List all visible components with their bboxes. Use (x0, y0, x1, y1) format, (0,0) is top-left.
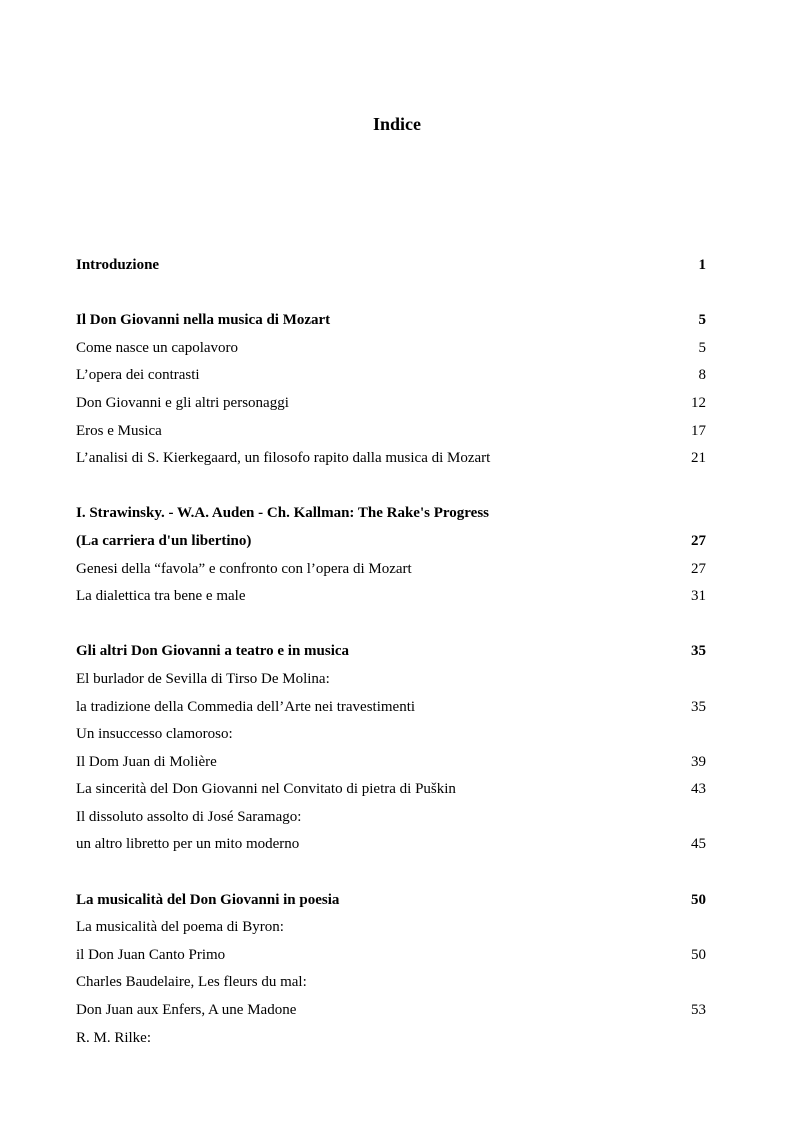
toc-entry (76, 1028, 706, 1056)
toc-entry (76, 807, 706, 835)
toc-entry-title: La musicalità del Don Giovanni in poesia (76, 891, 340, 908)
toc-page-number: 17 (691, 422, 706, 439)
toc-section-heading (76, 503, 706, 531)
toc-section-heading (76, 255, 706, 283)
toc-page-number: 50 (691, 946, 706, 963)
toc-entry-title: El burlador de Sevilla di Tirso De Molina: (76, 670, 330, 687)
toc-entry-title: Don Giovanni e gli altri personaggi (76, 394, 289, 411)
toc-section-heading (76, 641, 706, 669)
toc-entry-title: Il Don Giovanni nella musica di Mozart (76, 312, 331, 329)
toc-section-heading (76, 310, 706, 338)
toc-entry-title: Charles Baudelaire, Les fleurs du mal: (76, 974, 307, 991)
toc-entry-title: Don Juan aux Enfers, A une Madone (76, 1002, 297, 1019)
page-title: Indice (372, 114, 421, 134)
toc-entry (76, 972, 706, 1000)
toc-page-number: 31 (691, 588, 706, 605)
toc-entry (76, 338, 706, 366)
toc-entry (76, 586, 706, 614)
toc-entry (76, 421, 706, 449)
toc-entry-title: Introduzione (76, 257, 160, 273)
toc-entry-title: Genesi della “favola” e confronto con l’opera di Mozart (76, 560, 412, 577)
toc-entry (76, 365, 706, 393)
toc-entry-title: L’opera dei contrasti (76, 367, 200, 384)
toc-page-number: 50 (691, 891, 706, 908)
toc-entry-title: Il dissoluto assolto di José Saramago: (76, 808, 302, 825)
toc-section-heading (76, 890, 706, 918)
toc-entry-title: Come nasce un capolavoro (76, 339, 239, 356)
toc-page-number: 27 (691, 532, 706, 549)
toc-entry (76, 448, 706, 476)
toc-entry (76, 917, 706, 945)
toc-entry (76, 752, 706, 780)
toc-entry-title: I. Strawinsky. - W.A. Auden - Ch. Kallman: The Rake's Progress (76, 505, 489, 522)
toc-entry (76, 669, 706, 697)
toc-entry (76, 724, 706, 752)
toc-section-heading (76, 531, 706, 559)
toc-page-number: 43 (691, 781, 706, 798)
toc-page-number: 27 (691, 560, 706, 577)
toc-entry-title: (La carriera d'un libertino) (76, 532, 252, 549)
toc-entry-title: La dialettica tra bene e male (76, 588, 246, 605)
toc-page-number: 35 (691, 698, 706, 715)
toc-entry (76, 697, 706, 725)
table-of-contents (76, 255, 706, 1055)
toc-entry-title: Il Dom Juan di Molière (76, 753, 217, 770)
toc-page-number: 39 (691, 753, 706, 770)
toc-entry-title: R. M. Rilke: (76, 1029, 152, 1046)
toc-page-number: 12 (691, 394, 706, 411)
toc-entry-title: Un insuccesso clamoroso: (76, 726, 233, 743)
toc-entry-title: La musicalità del poema di Byron: (76, 919, 284, 936)
toc-entry-title: Eros e Musica (76, 422, 162, 439)
toc-entry (76, 559, 706, 587)
toc-entry-title: L’analisi di S. Kierkegaard, un filosofo rapito dalla musica di Mozart (76, 450, 491, 467)
toc-page-number: 5 (698, 339, 706, 356)
toc-page-number: 21 (691, 450, 706, 467)
toc-entry-title: la tradizione della Commedia dell’Arte nei travestimenti (76, 698, 416, 715)
toc-entry-title: La sincerità del Don Giovanni nel Convitato di pietra di Puškin (76, 781, 456, 798)
toc-page-number: 8 (698, 367, 706, 384)
toc-page-number: 1 (698, 257, 706, 273)
toc-entry (76, 779, 706, 807)
toc-page-number: 53 (691, 1002, 706, 1019)
toc-entry-title: Gli altri Don Giovanni a teatro e in musica (76, 643, 350, 660)
toc-entry (76, 393, 706, 421)
toc-entry-title: il Don Juan Canto Primo (76, 946, 226, 963)
toc-entry (76, 1000, 706, 1028)
toc-page-number: 5 (698, 312, 706, 329)
toc-page-number: 35 (691, 643, 706, 660)
toc-entry-title: un altro libretto per un mito moderno (76, 836, 300, 853)
toc-entry (76, 945, 706, 973)
toc-entry (76, 834, 706, 862)
toc-page-number: 45 (691, 836, 706, 853)
